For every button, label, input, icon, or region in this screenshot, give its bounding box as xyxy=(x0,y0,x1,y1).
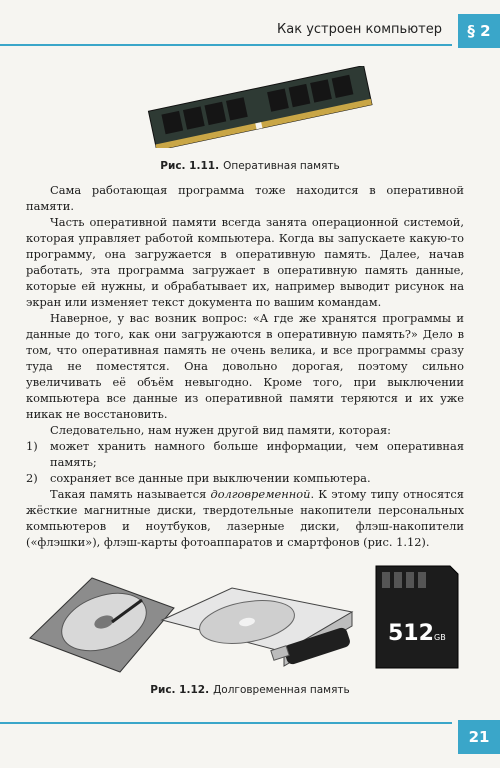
term-long-term-memory: долговременной xyxy=(210,487,311,501)
figure-1-12-title: Долговременная память xyxy=(213,684,350,696)
figure-1-11-caption xyxy=(0,160,500,172)
header-rule xyxy=(0,44,452,46)
storage-devices-image xyxy=(22,560,472,678)
figure-1-11-number: Рис. 1.11. xyxy=(160,160,220,172)
sd-card-icon xyxy=(376,566,458,668)
page-number: 21 xyxy=(458,720,500,754)
footer-rule xyxy=(0,722,452,724)
paragraph-start: Такая память называется xyxy=(50,487,211,501)
list-number: 1) xyxy=(26,439,38,453)
list-text: сохраняет все данные при выключении компьютера. xyxy=(50,471,371,485)
figure-1-12-number: Рис. 1.12. xyxy=(150,684,210,696)
paragraph-end: . К этому типу относятся жёсткие магнитные диски, твердотельные накопители персональных компьютеров и ноутбуков, лазерные диски, флэш-накопители («флэшки»), флэш-карты фотоаппаратов и смартфонов (рис. 1.12). xyxy=(26,487,464,549)
paragraph: Часть оперативной памяти всегда занята операционной системой, которая управляет работой компьютера. Когда вы запускаете какую-то программу, она загружается в оперативную память. Далее, начав работать, эта программа загружает в оперативную память данные, которые ей нужны, и обрабатывает их, например выводит рисунок на экран или изменяет текст документа по вашим командам. xyxy=(26,215,464,309)
body-text xyxy=(26,182,464,550)
list-item xyxy=(26,438,464,470)
paragraph: Следовательно, нам нужен другой вид памяти, которая: xyxy=(50,423,392,437)
list-item xyxy=(26,470,464,486)
sd-unit-label: GB xyxy=(434,633,446,642)
chapter-title: Как устроен компьютер xyxy=(277,22,442,37)
paragraph xyxy=(26,486,464,550)
figure-1-11-title: Оперативная память xyxy=(223,160,340,172)
page-header xyxy=(0,0,500,48)
section-badge: § 2 xyxy=(458,14,500,48)
hard-disk-icon xyxy=(30,578,174,672)
list-text: может хранить намного больше информации, чем оперативная память; xyxy=(50,439,464,469)
paragraph: Наверное, у вас возник вопрос: «А где же хранятся программы и данные до того, как они загружаются в оперативную память?» Дело в том, что оперативная память не очень велика, и все программы сразу туда не поместятся. Она довольно дорогая, поэтому сильно увеличивать её объём невыгодно. Кроме того, при выключении компьютера все данные из оперативной памяти теряются и их уже никак не восстановить. xyxy=(26,311,464,421)
sd-capacity-label: 512 xyxy=(388,621,434,646)
paragraph: Сама работающая программа тоже находится в оперативной памяти. xyxy=(26,183,464,213)
list-number: 2) xyxy=(26,471,38,485)
ram-module-image xyxy=(140,66,380,148)
figure-1-12-caption xyxy=(0,684,500,696)
